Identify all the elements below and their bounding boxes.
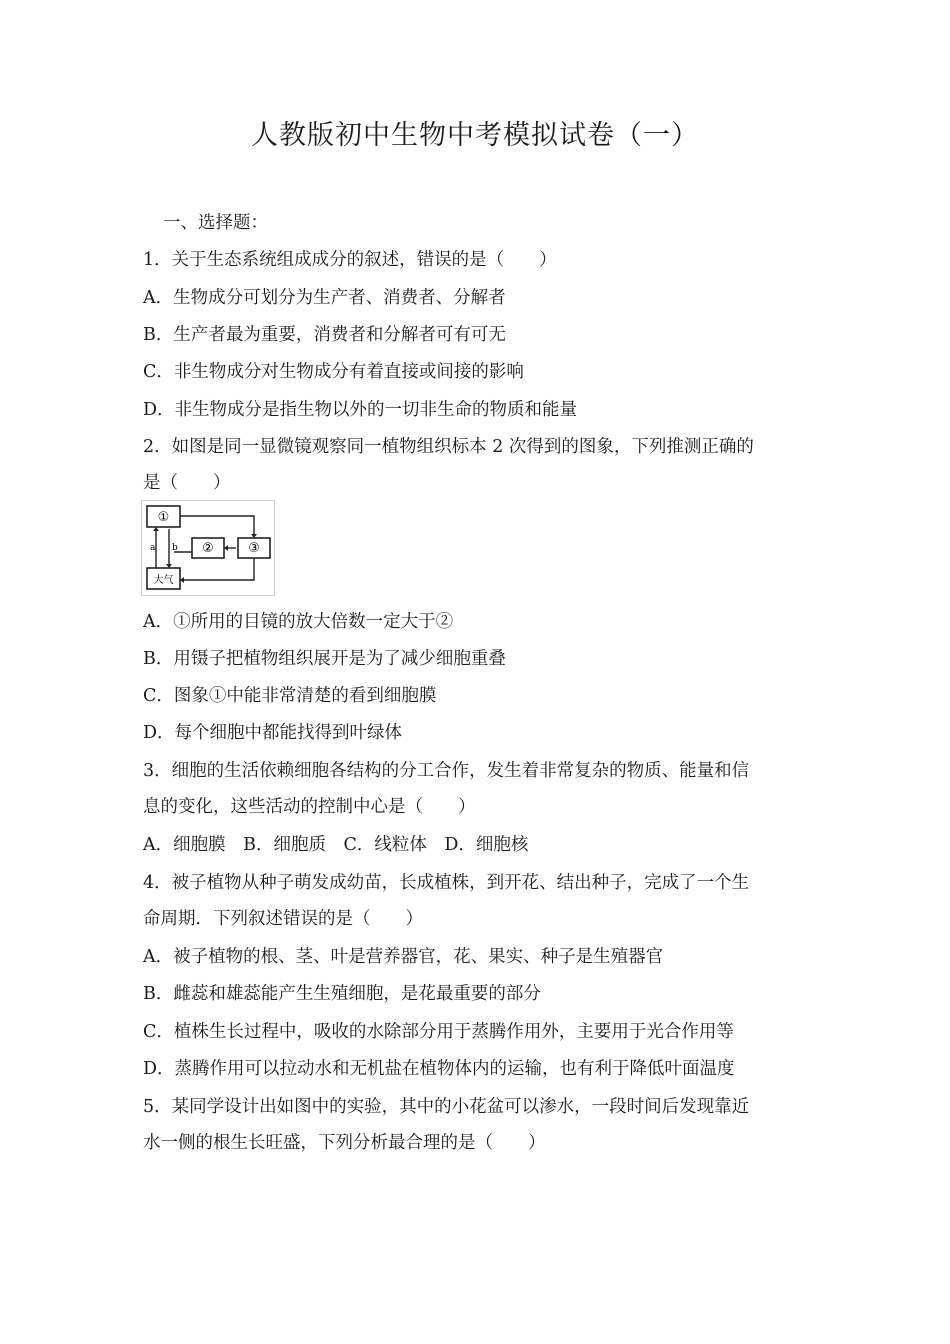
question-2-option-b: B．用镊子把植物组织展开是为了减少细胞重叠 <box>143 649 506 669</box>
question-5-stem: 5．某同学设计出如图中的实验，其中的小花盆可以渗水，一段时间后发现靠近 <box>143 1097 750 1117</box>
question-3-stem: 3．细胞的生活依赖细胞各结构的分工合作，发生着非常复杂的物质、能量和信 <box>143 761 750 781</box>
box-3-label: ③ <box>248 541 260 556</box>
question-3-options: A．细胞膜 B．细胞质 C．线粒体 D．细胞核 <box>143 835 529 855</box>
question-1-stem: 1．关于生态系统组成成分的叙述，错误的是（ ） <box>143 250 557 270</box>
question-2-stem-cont: 是（ ） <box>143 473 231 493</box>
question-4-option-c: C．植株生长过程中，吸收的水除部分用于蒸腾作用外，主要用于光合作用等 <box>143 1022 734 1042</box>
question-2-option-a: A．①所用的目镜的放大倍数一定大于② <box>143 612 454 632</box>
question-1-option-c: C．非生物成分对生物成分有着直接或间接的影响 <box>143 362 524 382</box>
question-2-option-c: C．图象①中能非常清楚的看到细胞膜 <box>143 686 437 706</box>
question-2-stem: 2．如图是同一显微镜观察同一植物组织标本 2 次得到的图象，下列推测正确的 <box>143 437 754 457</box>
page-title: 人教版初中生物中考模拟试卷（一） <box>251 120 699 151</box>
arrow-a-label: a <box>150 543 156 553</box>
box-atmosphere-label: 大气 <box>153 575 174 586</box>
question-4-option-b: B．雌蕊和雄蕊能产生生殖细胞，是花最重要的部分 <box>143 984 541 1004</box>
question-1-option-b: B．生产者最为重要，消费者和分解者可有可无 <box>143 325 506 345</box>
section-heading: 一、选择题： <box>163 213 268 233</box>
box-1-label: ① <box>157 510 170 525</box>
question-4-stem: 4．被子植物从种子萌发成幼苗，长成植株，到开花、结出种子，完成了一个生 <box>143 873 750 893</box>
question-4-option-d: D．蒸腾作用可以拉动水和无机盐在植物体内的运输，也有利于降低叶面温度 <box>143 1059 735 1079</box>
question-3-stem-cont: 息的变化，这些活动的控制中心是（ ） <box>143 797 476 817</box>
question-4-stem-cont: 命周期．下列叙述错误的是（ ） <box>143 909 423 929</box>
box-2-label: ② <box>202 541 214 556</box>
question-1-option-d: D．非生物成分是指生物以外的一切非生命的物质和能量 <box>143 400 578 420</box>
question-4-option-a: A．被子植物的根、茎、叶是营养器官，花、果实、种子是生殖器官 <box>143 947 664 967</box>
arrow-b-label: b <box>172 543 178 553</box>
carbon-cycle-diagram <box>141 500 275 596</box>
question-5-stem-cont: 水一侧的根生长旺盛，下列分析最合理的是（ ） <box>143 1133 546 1153</box>
question-1-option-a: A．生物成分可划分为生产者、消费者、分解者 <box>143 288 506 308</box>
question-2-option-d: D．每个细胞中都能找得到叶绿体 <box>143 723 403 743</box>
